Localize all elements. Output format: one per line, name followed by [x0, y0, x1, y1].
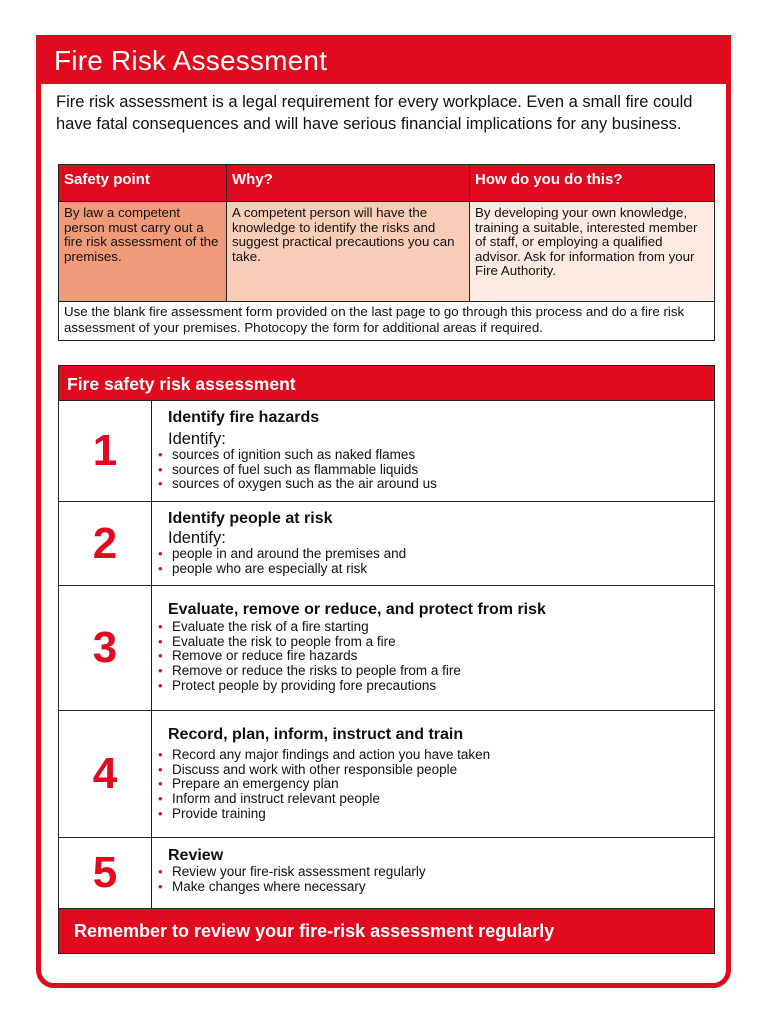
- bullet-dot-icon: •: [158, 864, 163, 879]
- risk-assessment-table: [58, 365, 715, 954]
- bullet-dot-icon: •: [158, 447, 163, 462]
- bullet-dot-icon: •: [158, 663, 163, 679]
- safety-table-footer: Use the blank fire assessment form provided on the last page to go through this process and do a fire risk assessment of your premises. Photocopy the form for additional areas if required.: [64, 304, 685, 335]
- step-content: [152, 711, 714, 837]
- bullet-dot-icon: •: [158, 546, 163, 561]
- bullet-item: • people in and around the premises and: [158, 546, 407, 561]
- step-row: [59, 711, 714, 838]
- safety-table-header: [59, 165, 714, 202]
- bullet-dot-icon: •: [158, 461, 163, 477]
- page-frame: [36, 35, 731, 988]
- step-title: Identify people at risk: [168, 510, 333, 527]
- step-bullet-list: [158, 620, 714, 694]
- step-title: Evaluate, remove or reduce, and protect from risk: [168, 601, 546, 618]
- bullet-item: • Remove or reduce fire hazards: [158, 648, 358, 664]
- bullet-dot-icon: •: [158, 619, 163, 634]
- page-title: Fire Risk Assessment: [41, 40, 726, 84]
- step-number: 3: [59, 586, 152, 710]
- step-bullet-list: [158, 865, 714, 894]
- bullet-item: • people who are especially at risk: [158, 560, 368, 576]
- step-title: Review: [168, 847, 224, 864]
- bullet-item: • Review your fire-risk assessment regularly: [158, 864, 426, 879]
- bullet-item: • Remove or reduce the risks to people from a fire: [158, 663, 461, 679]
- bullet-dot-icon: •: [158, 805, 163, 821]
- safety-table-row: [59, 202, 714, 302]
- cell-safety-point: By law a competent person must carry out a fire risk assessment of the premises.: [59, 202, 227, 301]
- bullet-dot-icon: •: [158, 791, 163, 807]
- intro-paragraph: Fire risk assessment is a legal requirement for every workplace. Even a small fire could have fatal consequences and will have serious financial implications for any business.: [56, 93, 693, 133]
- step-bullet-list: [158, 748, 714, 822]
- bullet-item: • Protect people by providing fore precautions: [158, 677, 437, 693]
- bullet-item: • sources of ignition such as naked flames: [158, 447, 416, 462]
- bullet-item: • Evaluate the risk of a fire starting: [158, 619, 369, 634]
- step-content: [152, 586, 714, 710]
- bullet-item: • sources of fuel such as flammable liquids: [158, 461, 419, 477]
- bullet-dot-icon: •: [158, 633, 163, 649]
- step-number: 4: [59, 711, 152, 837]
- bullet-dot-icon: •: [158, 560, 163, 576]
- bullet-dot-icon: •: [158, 648, 163, 664]
- cell-how: By developing your own knowledge, training a suitable, interested member of staff, or employing a qualified advisor. Ask for information from your Fire Authority.: [470, 202, 713, 301]
- step-number: 5: [59, 838, 152, 908]
- header-how: How do you do this?: [475, 171, 623, 188]
- step-content: [152, 502, 714, 585]
- bullet-item: • Discuss and work with other responsible people: [158, 761, 458, 777]
- bullet-item: • Inform and instruct relevant people: [158, 791, 380, 807]
- step-bullet-list: [158, 547, 714, 576]
- bullet-item: • sources of oxygen such as the air around us: [158, 476, 437, 492]
- bullet-dot-icon: •: [158, 878, 163, 894]
- review-reminder-banner: Remember to review your fire-risk assessment regularly: [59, 909, 714, 953]
- bullet-item: • Evaluate the risk to people from a fire: [158, 633, 396, 649]
- step-row: [59, 401, 714, 502]
- bullet-item: • Make changes where necessary: [158, 878, 366, 894]
- step-subtitle: Identify:: [168, 529, 226, 547]
- step-title: Identify fire hazards: [168, 409, 320, 426]
- step-content: [152, 401, 714, 501]
- bullet-dot-icon: •: [158, 476, 163, 492]
- step-content: [152, 838, 714, 908]
- step-number: 2: [59, 502, 152, 585]
- bullet-dot-icon: •: [158, 677, 163, 693]
- cell-why: A competent person will have the knowledge to identify the risks and suggest practical precautions you can take.: [227, 202, 470, 301]
- risk-table-header: Fire safety risk assessment: [59, 366, 714, 401]
- header-safety-point: Safety point: [59, 165, 227, 201]
- bullet-item: • Prepare an emergency plan: [158, 776, 339, 792]
- step-row: [59, 586, 714, 711]
- bullet-dot-icon: •: [158, 747, 163, 762]
- bullet-item: • Record any major findings and action you have taken: [158, 747, 491, 762]
- step-number: 1: [59, 401, 152, 501]
- bullet-item: • Provide training: [158, 805, 266, 821]
- step-subtitle: Identify:: [168, 430, 226, 448]
- step-row: [59, 502, 714, 586]
- step-bullet-list: [158, 448, 714, 492]
- step-title: Record, plan, inform, instruct and train: [168, 726, 464, 743]
- header-why: Why?: [227, 165, 470, 201]
- step-row: [59, 838, 714, 909]
- safety-table: [58, 164, 715, 341]
- bullet-dot-icon: •: [158, 776, 163, 792]
- bullet-dot-icon: •: [158, 761, 163, 777]
